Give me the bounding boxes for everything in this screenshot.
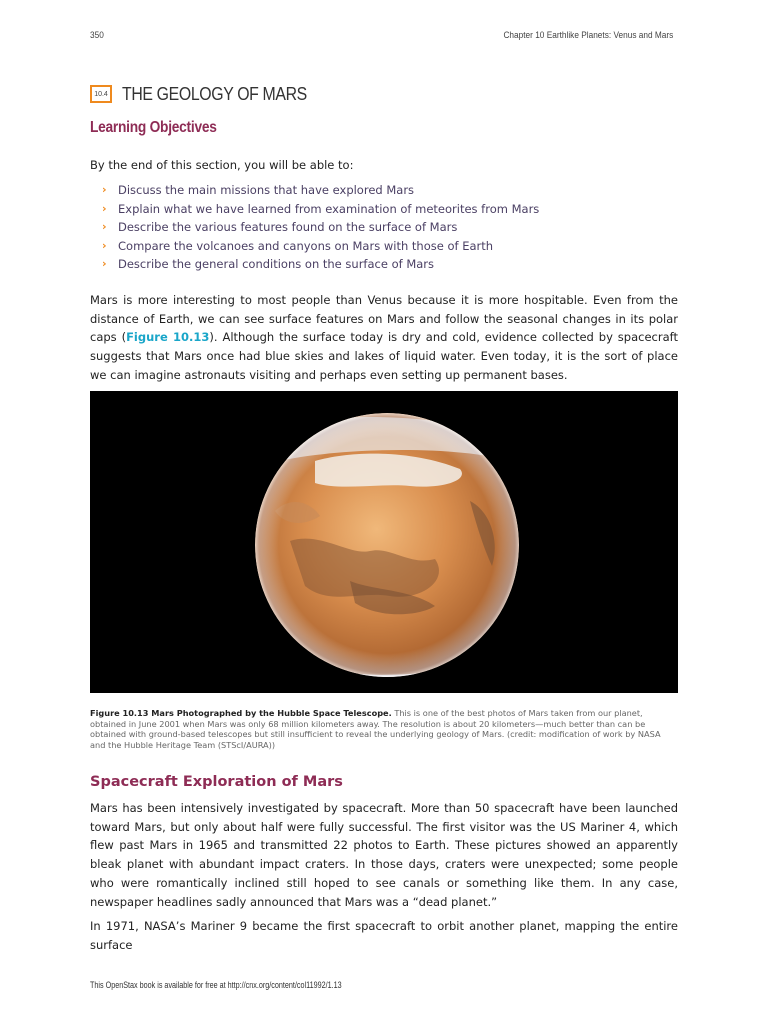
chevron-right-icon: › bbox=[102, 201, 107, 215]
list-item bbox=[90, 181, 539, 200]
caption-label: Figure 10.13 Mars Photographed by the Hubble Space Telescope. bbox=[90, 708, 392, 718]
section-title: THE GEOLOGY OF MARS bbox=[122, 83, 307, 104]
body-paragraph: In 1971, NASA’s Mariner 9 became the first spacecraft to orbit another planet, mapping the entire surface bbox=[90, 919, 678, 952]
chevron-right-icon: › bbox=[102, 257, 107, 271]
objective-text: Describe the various features found on the surface of Mars bbox=[118, 220, 458, 235]
section-number-badge: 10.4 bbox=[90, 85, 112, 103]
objective-text: Discuss the main missions that have explored Mars bbox=[118, 183, 415, 197]
intro-paragraph bbox=[90, 291, 678, 385]
caption-text: This is one of the best photos of Mars taken from our planet, obtained in June 2001 when Mars was only 68 million kilometers away. The resolution is about 20 kilometers—much better than can be obtained with ground-based telescopes but still insufficient to reveal the underlying geology of Mars. (credit: modification of work by NASA and the Hubble Heritage Team (STScI/AURA)) bbox=[90, 708, 661, 750]
subsection-heading: Spacecraft Exploration of Mars bbox=[90, 774, 343, 790]
list-item bbox=[90, 218, 539, 237]
page-footer: This OpenStax book is available for free at http://cnx.org/content/col11992/1.13 bbox=[90, 980, 342, 990]
paragraph-text: ). Although the surface today is dry and cold, evidence collected by spacecraft suggests that Mars once had blue skies and lakes of liquid water. Even today, it is the sort of place we can imagine astronauts visiting and perhaps even setting up permanent bases. bbox=[90, 330, 678, 382]
list-item bbox=[90, 255, 539, 274]
chapter-title: Chapter 10 Earthlike Planets: Venus and Mars bbox=[503, 30, 674, 40]
objectives-intro: By the end of this section, you will be able to: bbox=[90, 158, 354, 172]
list-item bbox=[90, 237, 539, 256]
running-header bbox=[90, 30, 674, 44]
figure-link[interactable]: Figure 10.13 bbox=[126, 330, 210, 345]
list-item bbox=[90, 200, 539, 219]
figure-caption bbox=[90, 708, 678, 750]
body-paragraph: Mars has been intensively investigated by spacecraft. More than 50 spacecraft have been launched toward Mars, but only about half were fully successful. The first visitor was the US Mariner 4, which flew past Mars in 1965 and transmitted 22 photos to Earth. These pictures showed an apparently bleak planet with abundant impact craters. In those days, craters were unexpected; some people who were romantically inclined still hoped to see canals or something like them. In any case, newspaper headlines sadly announced that Mars was a “dead planet.” bbox=[90, 801, 678, 909]
page-number: 350 bbox=[90, 30, 104, 40]
chevron-right-icon: › bbox=[102, 238, 107, 252]
objective-text: Compare the volcanoes and canyons on Mars with those of Earth bbox=[118, 238, 494, 253]
objectives-list bbox=[90, 181, 539, 274]
mars-photo bbox=[90, 391, 678, 693]
section-heading bbox=[90, 82, 332, 106]
objective-text: Explain what we have learned from examination of meteorites from Mars bbox=[118, 201, 540, 216]
chevron-right-icon: › bbox=[102, 220, 107, 234]
learning-objectives-heading: Learning Objectives bbox=[90, 119, 217, 136]
paragraph-text: Mars is more interesting to most people than Venus because it is more hospitable. Even from the distance of Earth, we can see surface features on Mars and follow the seasonal changes in its polar caps ( bbox=[90, 293, 678, 345]
objective-text: Describe the general conditions on the surface of Mars bbox=[118, 257, 435, 272]
textbook-page bbox=[90, 0, 678, 1024]
chevron-right-icon: › bbox=[102, 183, 107, 196]
